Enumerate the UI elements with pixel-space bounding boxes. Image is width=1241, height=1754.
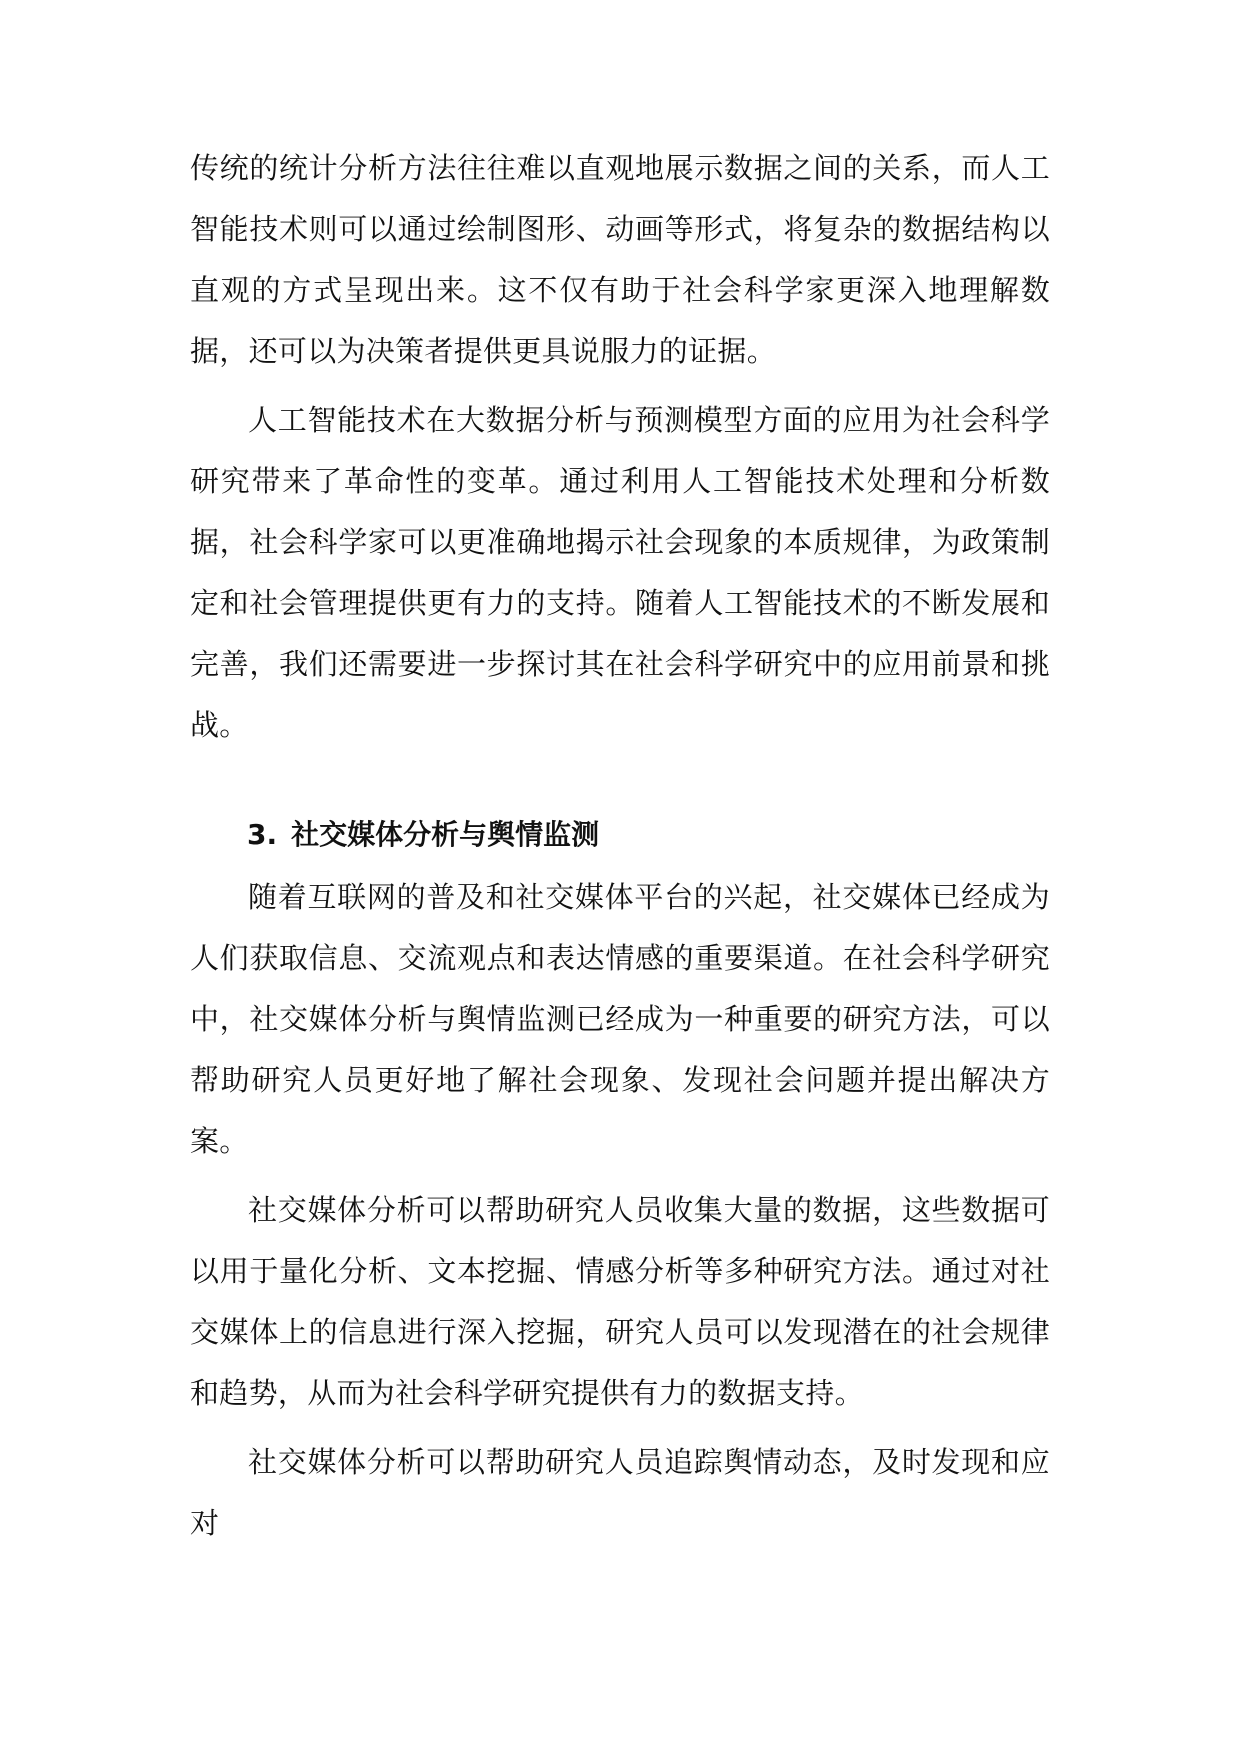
document-body [190,138,1050,1554]
paragraph-continuation: 传统的统计分析方法往往难以直观地展示数据之间的关系，而人工智能技术则可以通过绘制图形、动画等形式，将复杂的数据结构以直观的方式呈现出来。这不仅有助于社会科学家更深入地理解数据，还可以为决策者提供更具说服力的证据。 [190,151,1050,368]
paragraph: 社交媒体分析可以帮助研究人员收集大量的数据，这些数据可以用于量化分析、文本挖掘、情感分析等多种研究方法。通过对社交媒体上的信息进行深入挖掘，研究人员可以发现潜在的社会规律和趋势，从而为社会科学研究提供有力的数据支持。 [190,1193,1050,1410]
paragraph: 社交媒体分析可以帮助研究人员追踪舆情动态，及时发现和应对 [190,1445,1050,1540]
paragraph: 随着互联网的普及和社交媒体平台的兴起，社交媒体已经成为人们获取信息、交流观点和表达情感的重要渠道。在社会科学研究中，社交媒体分析与舆情监测已经成为一种重要的研究方法，可以帮助研究人员更好地了解社会现象、发现社会问题并提出解决方案。 [190,880,1050,1158]
paragraph: 人工智能技术在大数据分析与预测模型方面的应用为社会科学研究带来了革命性的变革。通过利用人工智能技术处理和分析数据，社会科学家可以更准确地揭示社会现象的本质规律，为政策制定和社会管理提供更有力的支持。随着人工智能技术的不断发展和完善，我们还需要进一步探讨其在社会科学研究中的应用前景和挑战。 [190,403,1050,742]
section-number: 3. [247,818,278,851]
section-title: 社交媒体分析与舆情监测 [291,818,600,851]
section-heading [190,804,1050,865]
